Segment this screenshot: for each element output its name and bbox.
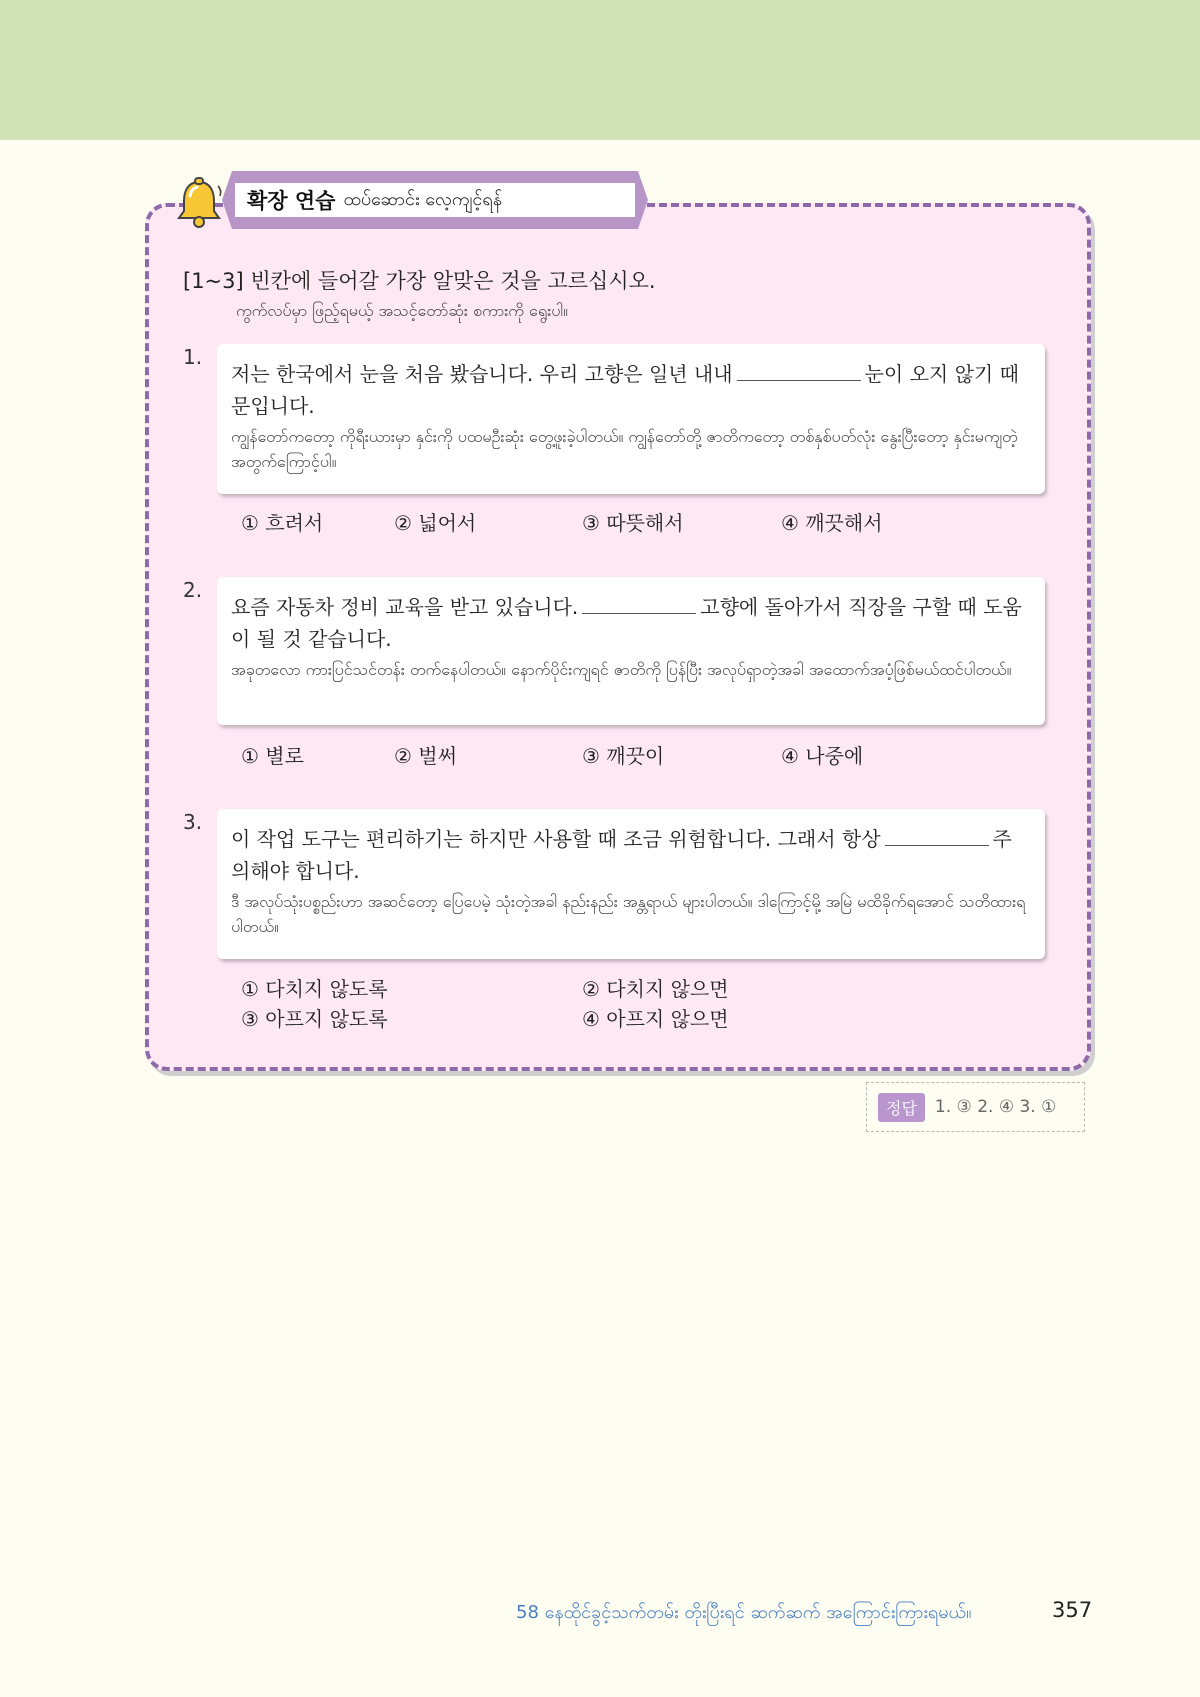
question-1-burmese: ကျွန်တော်ကတော့ ကိုရီးယားမှာ နှင်းကို ပထမဦးဆုံး တွေ့ဖူးခဲ့ပါတယ်။ ကျွန်တော်တို့ ဇာတိကတော့ တစ်နှစ်ပတ်လုံး နွေးပြီးတော့ နှင်းမကျတဲ့အတွက်ကြောင့်ပါ။	[231, 427, 1018, 471]
question-2-korean	[231, 591, 1031, 655]
question-2-text-after: 고향에 돌아가서 직장을 구할 때 도움이 될 것 같습니다.	[231, 595, 1022, 651]
question-2-option-2[interactable]: ② 벌써	[394, 744, 457, 768]
question-1-option-3[interactable]: ③ 따뜻해서	[582, 511, 684, 535]
answer-key-box	[866, 1082, 1085, 1132]
question-1-number: 1.	[183, 345, 203, 369]
question-1-text-before: 저는 한국에서 눈을 처음 봤습니다. 우리 고향은 일년 내내	[231, 362, 733, 386]
question-2-blank	[582, 595, 696, 614]
top-color-band	[0, 0, 1200, 140]
question-3-option-4[interactable]: ④ 아프지 않으면	[582, 1007, 729, 1031]
page-number: 357	[1052, 1598, 1093, 1622]
question-1-korean	[231, 358, 1031, 422]
question-3-option-1[interactable]: ① 다치지 않도록	[241, 977, 388, 1001]
question-3-box	[217, 809, 1045, 959]
section-title-korean: 확장 연습	[247, 189, 336, 213]
instruction-burmese: ကွက်လပ်မှာ ဖြည့်ရမယ့် အသင့်တော်ဆုံး စကားကို ရွေးပါ။	[236, 301, 568, 320]
question-2-option-4[interactable]: ④ 나중에	[781, 744, 864, 768]
section-title	[235, 183, 635, 217]
answer-key-tag: 정답	[878, 1093, 925, 1122]
section-title-burmese: ထပ်ဆောင်း လေ့ကျင့်ရန်	[343, 188, 503, 210]
question-3-korean	[231, 823, 1031, 887]
question-1-blank	[737, 362, 861, 381]
bell-icon	[174, 176, 224, 232]
question-1-text-after: 눈이 오지 않기 때문입니다.	[231, 362, 1019, 418]
question-3-option-2[interactable]: ② 다치지 않으면	[582, 977, 729, 1001]
question-2-option-3[interactable]: ③ 깨끗이	[582, 744, 665, 768]
question-1-box	[217, 344, 1045, 494]
question-3-option-3[interactable]: ③ 아프지 않도록	[241, 1007, 388, 1031]
question-2-number: 2.	[183, 578, 203, 602]
instruction-korean: [1~3] 빈칸에 들어갈 가장 알맞은 것을 고르십시오.	[183, 269, 656, 293]
chapter-footer-title: 58 နေထိုင်ခွင့်သက်တမ်း တိုးပြီးရင် ဆက်ဆက် အကြောင်းကြားရမယ်။	[516, 1602, 972, 1623]
question-3-number: 3.	[183, 810, 203, 834]
question-3-text-after: 주의해야 합니다.	[231, 827, 1012, 883]
question-1-option-4[interactable]: ④ 깨끗해서	[781, 511, 883, 535]
question-3-blank	[885, 827, 989, 846]
question-2-text-before: 요즘 자동차 정비 교육을 받고 있습니다.	[231, 595, 579, 619]
answer-key-text: 1. ③ 2. ④ 3. ①	[934, 1097, 1057, 1117]
question-2-burmese: အခုတလော ကားပြင်သင်တန်း တက်နေပါတယ်။ နောက်ပိုင်းကျရင် ဇာတိကို ပြန်ပြီး အလုပ်ရှာတဲ့အခါ အထောက်အပံ့ဖြစ်မယ်ထင်ပါတယ်။	[231, 660, 1012, 679]
question-2-box	[217, 577, 1045, 725]
question-1-option-2[interactable]: ② 넓어서	[394, 511, 477, 535]
question-3-text-before: 이 작업 도구는 편리하기는 하지만 사용할 때 조금 위험합니다. 그래서 항상	[231, 827, 881, 851]
question-3-burmese: ဒီ အလုပ်သုံးပစ္စည်းဟာ အဆင်တော့ ပြေပေမဲ့ သုံးတဲ့အခါ နည်းနည်း အန္တရာယ် များပါတယ်။ ဒါကြောင့်မို့ အမြဲ မထိခိုက်ရအောင် သတိထားရပါတယ်။	[231, 892, 1026, 936]
question-1-option-1[interactable]: ① 흐려서	[241, 511, 324, 535]
question-2-option-1[interactable]: ① 별로	[241, 744, 304, 768]
